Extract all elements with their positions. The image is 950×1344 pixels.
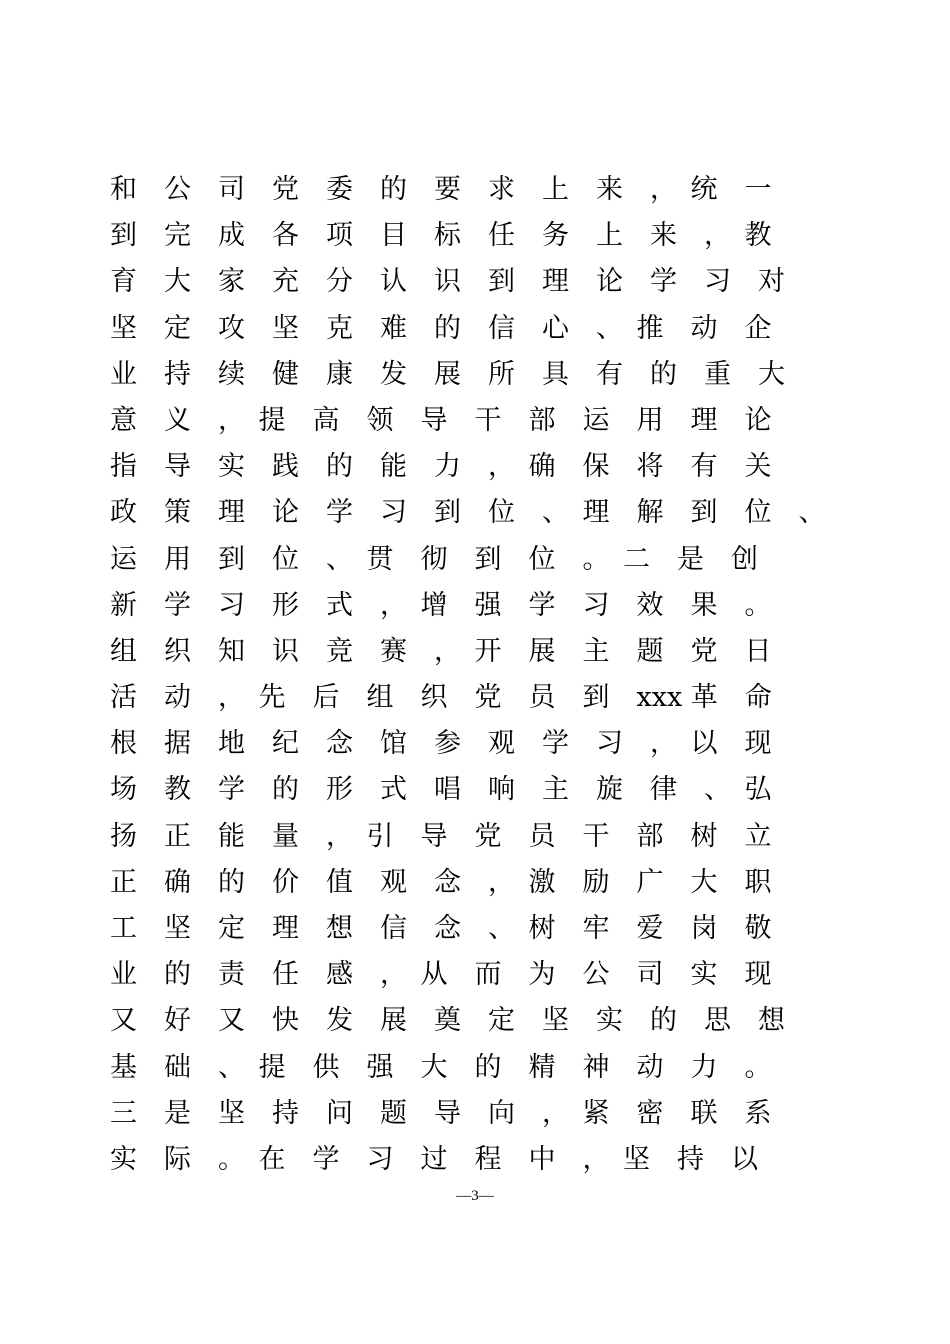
text-line: 意 义 ， 提 高 领 导 干 部 运 用 理 论: [110, 404, 772, 436]
text-line: 基 础 、 提 供 强 大 的 精 神 动 力 。: [110, 1051, 772, 1083]
text-line: 育 大 家 充 分 认 识 到 理 论 学 习 对: [110, 266, 785, 298]
text-line: 扬 正 能 量 ， 引 导 党 员 干 部 树 立: [110, 820, 772, 852]
text-line: 根 据 地 纪 念 馆 参 观 学 习 ， 以 现: [110, 728, 772, 760]
text-line: 到 完 成 各 项 目 标 任 务 上 来 ， 教: [110, 220, 772, 252]
text-line: 工 坚 定 理 想 信 念 、 树 牢 爱 岗 敬: [110, 913, 772, 944]
text-line: 又 好 又 快 发 展 奠 定 坚 实 的 思 想: [110, 1005, 785, 1037]
body-text: [110, 167, 870, 1183]
text-line: 坚 定 攻 坚 克 难 的 信 心 、 推 动 企: [110, 312, 772, 344]
text-line: 和 公 司 党 委 的 要 求 上 来 ， 统 一: [110, 174, 772, 205]
text-line: 场 教 学 的 形 式 唱 响 主 旋 律 、 弘: [110, 774, 772, 806]
page-number: —3—: [456, 1188, 494, 1204]
text-line: 正 确 的 价 值 观 念 ， 激 励 广 大 职: [110, 866, 772, 898]
text-line: 活 动 ， 先 后 组 织 党 员 到 xxx 革 命: [110, 682, 772, 714]
text-line: 运 用 到 位 、 贯 彻 到 位 。 二 是 创: [110, 543, 758, 575]
text-line: 业 的 责 任 感 ， 从 而 为 公 司 实 现: [110, 959, 772, 991]
text-line: 新 学 习 形 式 ， 增 强 学 习 效 果 。: [110, 589, 772, 621]
text-line: 指 导 实 践 的 能 力 ， 确 保 将 有 关: [110, 451, 772, 483]
text-line: 实 际 。 在 学 习 过 程 中 ， 坚 持 以: [110, 1143, 758, 1175]
text-line: 政 策 理 论 学 习 到 位 、 理 解 到 位 、: [110, 497, 826, 529]
text-line: 组 织 知 识 竞 赛 ， 开 展 主 题 党 日: [110, 635, 772, 667]
text-line: 业 持 续 健 康 发 展 所 具 有 的 重 大: [110, 358, 785, 390]
text-line: 三 是 坚 持 问 题 导 向 ， 紧 密 联 系: [110, 1097, 772, 1129]
